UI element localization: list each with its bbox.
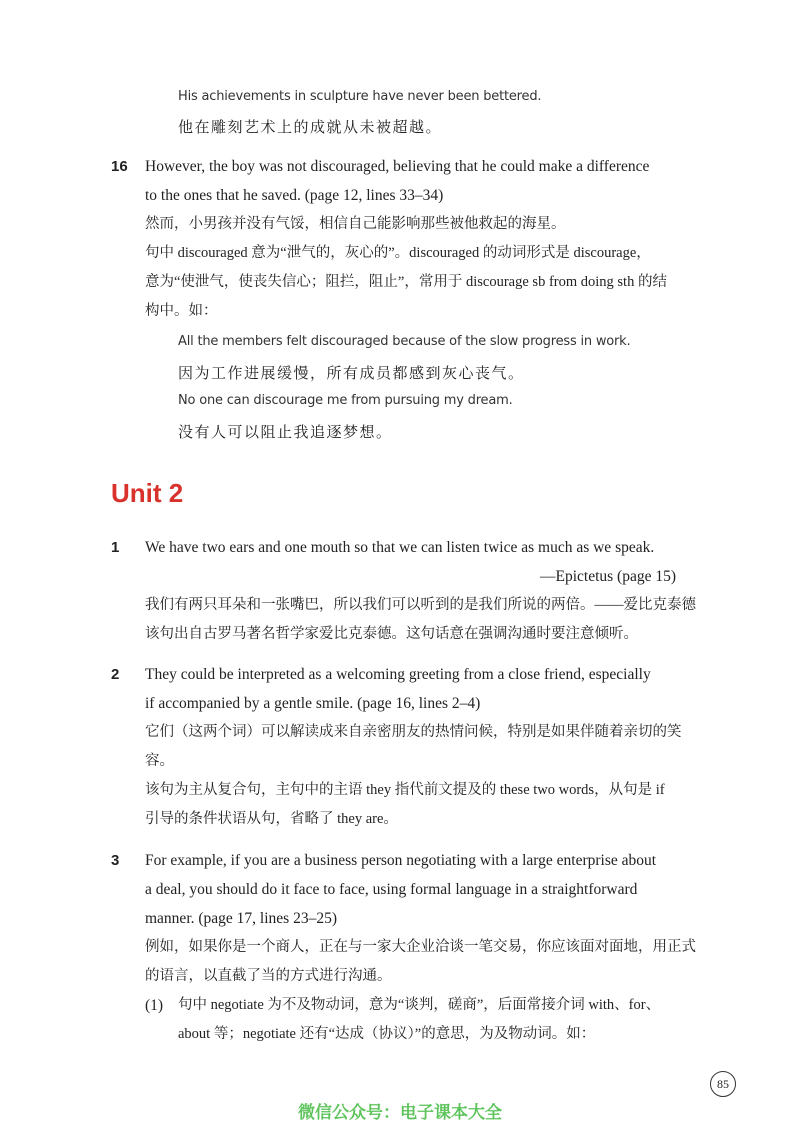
sub-item-note-line: 句中 negotiate 为不及物动词，意为“谈判，磋商”，后面常接介词 with、for、: [178, 997, 661, 1013]
item-translation: 我们有两只耳朵和一张嘴巴，所以我们可以听到的是我们所说的两倍。——爱比克泰德: [145, 597, 696, 613]
item-translation: 例如，如果你是一个商人，正在与一家大企业洽谈一笔交易，你应该面对面地，用正式: [145, 939, 696, 955]
quote-attribution: —Epictetus (page 15): [539, 568, 676, 585]
item-number: 3: [111, 852, 120, 869]
item-note-line: 意为“使泄气，使丧失信心；阻拦，阻止”，常用于 discourage sb from doing sth 的结: [145, 274, 667, 290]
item-translation: 的语言，以直截了当的方式进行沟通。: [145, 968, 392, 984]
item-sentence-line: a deal, you should do it face to face, using formal language in a straightforward: [145, 881, 638, 898]
item-translation: 然而，小男孩并没有气馁，相信自己能影响那些被他救起的海星。: [145, 216, 566, 232]
example-sentence-zh: 没有人可以阻止我追逐梦想。: [178, 425, 393, 441]
item-note-line: 句中 discouraged 意为“泄气的，灰心的”。discouraged 的动词形式是 discourage，: [145, 245, 651, 261]
item-number: 1: [111, 539, 120, 556]
item-number: 2: [111, 666, 120, 683]
sub-item-note-line: about 等；negotiate 还有“达成（协议）”的意思，为及物动词。如：: [178, 1026, 596, 1042]
item-note-line: 该句为主从复合句，主句中的主语 they 指代前文提及的 these two words，从句是 if: [145, 782, 665, 798]
sub-item-marker: (1): [145, 997, 164, 1014]
item-sentence-line: They could be interpreted as a welcoming greeting from a close friend, especially: [145, 666, 651, 683]
item-sentence-line: manner. (page 17, lines 23–25): [145, 910, 337, 927]
item-note-line: 构中。如：: [145, 303, 218, 319]
item-note-line: 该句出自古罗马著名哲学家爱比克泰德。这句话意在强调沟通时要注意倾听。: [145, 626, 638, 642]
footer-watermark: 微信公众号：电子课本大全: [298, 1103, 502, 1123]
unit-heading: Unit 2: [111, 478, 184, 508]
example-sentence-zh: 他在雕刻艺术上的成就从未被超越。: [178, 120, 443, 136]
item-translation: 它们（这两个词）可以解读成来自亲密朋友的热情问候，特别是如果伴随着亲切的笑: [145, 724, 682, 740]
item-sentence-line: However, the boy was not discouraged, believing that he could make a difference: [145, 158, 650, 175]
item-translation: 容。: [145, 753, 174, 769]
page-number: 85: [710, 1071, 736, 1097]
item-number: 16: [111, 158, 128, 175]
item-sentence-line: if accompanied by a gentle smile. (page 16, lines 2–4): [145, 695, 481, 712]
example-sentence-en: All the members felt discouraged because of the slow progress in work.: [178, 334, 631, 349]
item-sentence-line: For example, if you are a business person negotiating with a large enterprise about: [145, 852, 657, 869]
item-note-line: 引导的条件状语从句，省略了 they are。: [145, 811, 398, 827]
example-sentence-zh: 因为工作进展缓慢，所有成员都感到灰心丧气。: [178, 366, 525, 382]
item-sentence-line: We have two ears and one mouth so that we can listen twice as much as we speak.: [145, 539, 655, 556]
example-sentence-en: No one can discourage me from pursuing my dream.: [178, 393, 513, 408]
item-sentence-line: to the ones that he saved. (page 12, lines 33–34): [145, 187, 444, 204]
example-sentence-en: His achievements in sculpture have never been bettered.: [178, 89, 542, 104]
